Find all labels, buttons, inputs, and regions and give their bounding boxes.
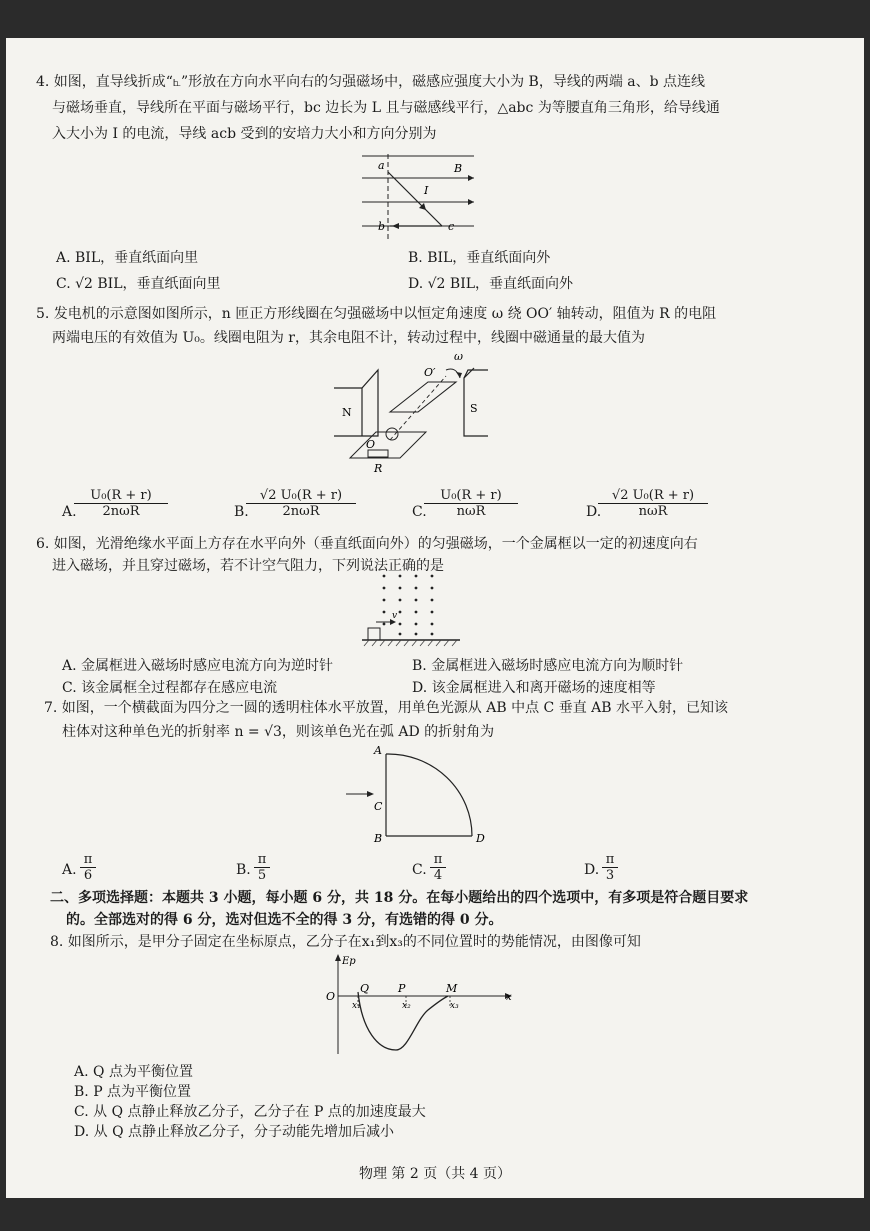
q5-line2: 两端电压的有效值为 U₀。线圈电阻为 r，其余电阻不计，转动过程中，线圈中磁通量的最大值为: [52, 330, 646, 346]
q8-option-b[interactable]: B. P 点为平衡位置: [74, 1084, 192, 1100]
q8-label-Ep: Ep: [342, 956, 356, 967]
q7-option-b-fraction[interactable]: [254, 852, 270, 883]
q8-label-P: P: [398, 982, 406, 995]
q4-line2: 与磁场垂直，导线所在平面与磁场平行，bc 边长为 L 且与磁感线平行，△abc 为等腰直角三角形，给导线通: [52, 100, 720, 116]
q7-option-d-den: 3: [605, 868, 615, 883]
q5-option-a-fraction[interactable]: [74, 488, 168, 519]
q7-option-a-den: 6: [83, 868, 93, 883]
q8-potential-energy-graph: [322, 950, 518, 1060]
section2-line1: 二、多项选择题：本题共 3 小题，每小题 6 分，共 18 分。在每小题给出的四个选项中，有多项是符合题目要求: [50, 890, 749, 906]
q8-label-x1: x₁: [352, 1001, 361, 1011]
q7-option-a-fraction[interactable]: [80, 852, 96, 883]
q6-option-a[interactable]: A. 金属框进入磁场时感应电流方向为逆时针: [62, 658, 334, 674]
q7-label-C: C: [374, 800, 383, 813]
q6-line2: 进入磁场，并且穿过磁场，若不计空气阻力，下列说法正确的是: [52, 558, 444, 574]
q7-label-D: D: [476, 832, 485, 845]
q4-line1: 4. 如图，直导线折成“⦜”形放在方向水平向右的匀强磁场中，磁感应强度大小为 B，导线的两端 a、b 点连线: [36, 74, 706, 90]
q5-label-S: S: [470, 402, 478, 415]
q7-label-A: A: [374, 744, 382, 757]
q5-option-d-fraction[interactable]: [598, 488, 708, 519]
q5-option-d-num: √2 U₀(R + r): [598, 488, 708, 504]
q7-option-b-label[interactable]: B.: [236, 862, 251, 878]
q4-figure: [358, 150, 480, 244]
q8-option-a[interactable]: A. Q 点为平衡位置: [74, 1064, 193, 1080]
q7-option-c-label[interactable]: C.: [412, 862, 427, 878]
q5-generator-figure: [328, 350, 508, 478]
q6-option-b[interactable]: B. 金属框进入磁场时感应电流方向为顺时针: [412, 658, 684, 674]
q7-option-c-num: π: [430, 852, 446, 868]
q7-option-a-label[interactable]: A.: [62, 862, 77, 878]
q8-label-O: O: [326, 990, 336, 1003]
q5-option-d-label[interactable]: D.: [586, 504, 602, 520]
q5-option-a-den: 2nωR: [102, 504, 140, 519]
q5-option-d-den: nωR: [638, 504, 668, 519]
q7-option-d-fraction[interactable]: [602, 852, 618, 883]
q7-option-b-num: π: [254, 852, 270, 868]
q4-option-a[interactable]: A. BIL，垂直纸面向里: [56, 250, 199, 266]
q5-option-b-fraction[interactable]: [246, 488, 356, 519]
page-footer: 物理 第 2 页（共 4 页）: [358, 1166, 512, 1182]
q8-label-x: x: [506, 992, 512, 1003]
q8-label-x2: x₂: [402, 1001, 411, 1011]
q5-option-c-num: U₀(R + r): [424, 488, 518, 504]
q6-figure: [360, 570, 464, 650]
q4-line3: 入大小为 I 的电流，导线 acb 受到的安培力大小和方向分别为: [52, 126, 437, 142]
q4-label-B: B: [454, 162, 463, 175]
q7-option-b-den: 5: [257, 868, 267, 883]
q4-label-a: a: [378, 159, 385, 172]
q4-option-c[interactable]: C. √2 BIL，垂直纸面向里: [56, 276, 221, 292]
q6-label-v: v: [392, 611, 398, 621]
q8-option-c[interactable]: C. 从 Q 点静止释放乙分子，乙分子在 P 点的加速度最大: [74, 1104, 426, 1120]
q8-label-x3: x₃: [450, 1001, 459, 1011]
q7-option-d-label[interactable]: D.: [584, 862, 600, 878]
q5-label-O: O: [366, 438, 376, 451]
q5-option-b-den: 2nωR: [282, 504, 320, 519]
q5-option-c-den: nωR: [456, 504, 486, 519]
q7-option-d-num: π: [602, 852, 618, 868]
q5-option-b-num: √2 U₀(R + r): [246, 488, 356, 504]
q7-line1: 7. 如图，一个横截面为四分之一圆的透明柱体水平放置，用单色光源从 AB 中点 C 垂直 AB 水平入射，已知该: [44, 700, 729, 716]
q5-line1: 5. 发电机的示意图如图所示，n 匝正方形线圈在匀强磁场中以恒定角速度 ω 绕 OO′ 轴转动，阻值为 R 的电阻: [36, 306, 717, 322]
q5-option-b-label[interactable]: B.: [234, 504, 249, 520]
q5-option-c-label[interactable]: C.: [412, 504, 427, 520]
q6-option-d[interactable]: D. 该金属框进入和离开磁场的速度相等: [412, 680, 656, 696]
q8-label-M: M: [446, 982, 458, 995]
q7-label-B: B: [374, 832, 383, 845]
q5-label-R: R: [374, 462, 383, 475]
q5-option-a-label[interactable]: A.: [62, 504, 77, 520]
q4-option-d[interactable]: D. √2 BIL，垂直纸面向外: [408, 276, 574, 292]
q5-option-c-fraction[interactable]: [424, 488, 518, 519]
q4-label-b: b: [378, 220, 386, 233]
q8-option-d[interactable]: D. 从 Q 点静止释放乙分子，分子动能先增加后减小: [74, 1124, 395, 1140]
q5-label-Oprime: O′: [424, 366, 436, 379]
q7-line2: 柱体对这种单色光的折射率 n = √3，则该单色光在弧 AD 的折射角为: [62, 724, 495, 740]
q5-label-N: N: [342, 406, 352, 419]
q6-line1: 6. 如图，光滑绝缘水平面上方存在水平向外（垂直纸面向外）的匀强磁场，一个金属框以一定的初速度向右: [36, 536, 698, 552]
q7-option-c-fraction[interactable]: [430, 852, 446, 883]
q8-line1: 8. 如图所示，是甲分子固定在坐标原点，乙分子在x₁到x₃的不同位置时的势能情况，由图像可知: [50, 934, 641, 950]
q4-label-c: c: [448, 220, 455, 233]
q7-option-a-num: π: [80, 852, 96, 868]
q4-label-I: I: [424, 184, 429, 197]
q7-figure: [340, 744, 500, 846]
q6-option-c[interactable]: C. 该金属框全过程都存在感应电流: [62, 680, 278, 696]
q8-label-Q: Q: [360, 982, 370, 995]
q5-option-a-num: U₀(R + r): [74, 488, 168, 504]
q5-label-omega: ω: [454, 350, 463, 363]
q4-option-b[interactable]: B. BIL，垂直纸面向外: [408, 250, 551, 266]
q7-option-c-den: 4: [433, 868, 443, 883]
section2-line2: 的。全部选对的得 6 分，选对但选不全的得 3 分，有选错的得 0 分。: [66, 912, 503, 928]
